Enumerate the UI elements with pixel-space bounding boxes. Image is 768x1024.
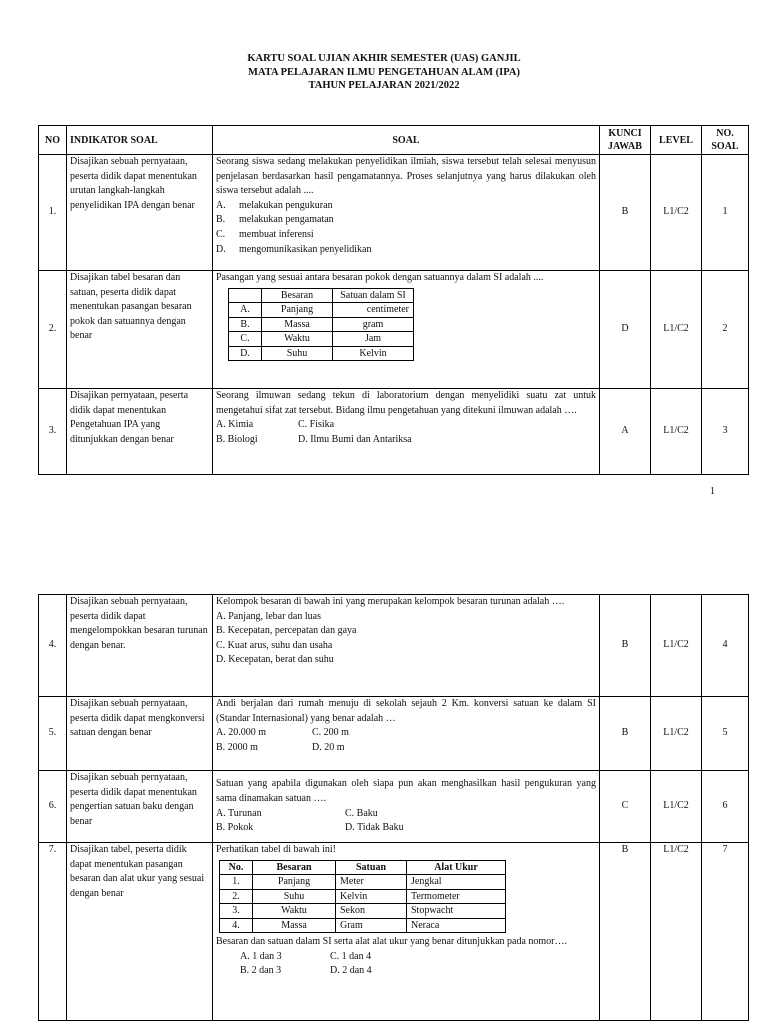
- col-level: LEVEL: [651, 126, 702, 155]
- q1-stem: Seorang siswa sedang melakukan penyelidikan ilmiah, siswa tersebut telah selesai menyusun penjelasan berdasarkan hasil pengamatannya. Proses selanjutnya yang harus dilakukan oleh siswa tersebut adalah ....: [216, 156, 596, 197]
- q4-no: 4.: [39, 595, 67, 697]
- q1-option-d: D. mengomunikasikan penyelidikan: [216, 243, 372, 255]
- q6-option-b: B. Pokok: [216, 822, 254, 834]
- q4-option-c: C. Kuat arus, suhu dan usaha: [216, 639, 333, 651]
- q2-kunci: D: [600, 271, 651, 389]
- q6-stem: Satuan yang apabila digunakan oleh siapa pun akan menghasilkan hasil pengukuran yang sama dinamakan satuan ….: [216, 778, 596, 804]
- col-no: NO: [39, 126, 67, 155]
- q3-option-a: A. Kimia: [216, 419, 254, 431]
- question-row-5: [39, 697, 749, 771]
- q1-option-b: B. melakukan pengamatan: [216, 214, 334, 226]
- q3-indikator: Disajikan pernyataan, peserta didik dapat menentukan Pengetahuan IPA yang ditunjukkan dengan benar: [67, 389, 213, 475]
- q7-option-d: D. 2 dan 4: [330, 965, 372, 977]
- q3-option-d: D. Ilmu Bumi dan Antariksa: [298, 433, 412, 445]
- q4-stem: Kelompok besaran di bawah ini yang merupakan kelompok besaran turunan adalah ….: [216, 596, 565, 607]
- q2-stem: Pasangan yang sesuai antara besaran pokok dengan satuannya dalam SI adalah ....: [216, 272, 544, 283]
- q4-indikator: Disajikan sebuah pernyataan, peserta didik dapat mengelompokkan besaran turunan dengan benar.: [67, 595, 213, 697]
- q4-level: L1/C2: [651, 595, 702, 697]
- col-nosoal: NO. SOAL: [702, 126, 749, 155]
- q4-option-d: D. Kecepatan, berat dan suhu: [216, 654, 334, 666]
- q5-stem: Andi berjalan dari rumah menuju di sekolah sejauh 2 Km. konversi satuan ke dalam SI (Standar Internasional) yang benar adalah …: [216, 698, 596, 724]
- q7-no: 7.: [39, 843, 67, 1021]
- col-kunci: KUNCI JAWAB: [600, 126, 651, 155]
- q7-indikator: Disajikan tabel, peserta didik dapat menentukan pasangan besaran dan alat ukur yang sesuai dengan benar: [67, 843, 213, 1021]
- q4-option-b: B. Kecepatan, percepatan dan gaya: [216, 625, 357, 637]
- q2-level: L1/C2: [651, 271, 702, 389]
- q4-soal: [213, 595, 600, 697]
- question-row-6: [39, 771, 749, 843]
- col-soal: SOAL: [213, 126, 600, 155]
- q7-stem-2: Besaran dan satuan dalam SI serta alat alat ukur yang benar ditunjukkan pada nomor….: [216, 936, 567, 948]
- q4-nosoal: 4: [702, 595, 749, 697]
- q6-soal: [213, 771, 600, 843]
- q4-kunci: B: [600, 595, 651, 697]
- q3-option-b: B. Biologi: [216, 433, 258, 445]
- col-indikator: INDIKATOR SOAL: [67, 126, 213, 155]
- q3-nosoal: 3: [702, 389, 749, 475]
- q7-level: L1/C2: [651, 843, 702, 1021]
- q7-soal: [213, 843, 600, 1021]
- page-number: 1: [710, 486, 715, 497]
- q5-option-b: B. 2000 m: [216, 741, 258, 753]
- q6-option-d: D. Tidak Baku: [345, 822, 404, 834]
- header-line-1: KARTU SOAL UJIAN AKHIR SEMESTER (UAS) GANJIL: [247, 53, 521, 64]
- q6-indikator: Disajikan sebuah pernyataan, peserta didik dapat menentukan pengertian satuan baku dengan benar: [67, 771, 213, 843]
- q5-option-d: D. 20 m: [312, 741, 345, 753]
- q7-kunci: B: [600, 843, 651, 1021]
- q5-level: L1/C2: [651, 697, 702, 771]
- q5-indikator: Disajikan sebuah pernyataan, peserta didik dapat mengkonversi satuan dengan benar: [67, 697, 213, 771]
- question-row-4: [39, 595, 749, 697]
- header-line-2: MATA PELAJARAN ILMU PENGETAHUAN ALAM (IPA): [248, 66, 520, 78]
- q1-level: L1/C2: [651, 155, 702, 271]
- q1-soal: [213, 155, 600, 271]
- q5-option-c: C. 200 m: [312, 727, 349, 739]
- question-row-7: [39, 843, 749, 1021]
- q5-no: 5.: [39, 697, 67, 771]
- q6-no: 6.: [39, 771, 67, 843]
- q1-kunci: B: [600, 155, 651, 271]
- q6-option-a: A. Turunan: [216, 807, 262, 819]
- question-table-page-2: [38, 594, 749, 1021]
- q7-nosoal: 7: [702, 843, 749, 1021]
- q5-kunci: B: [600, 697, 651, 771]
- q3-soal: [213, 389, 600, 475]
- q3-kunci: A: [600, 389, 651, 475]
- q1-option-c: C. membuat inferensi: [216, 228, 314, 240]
- q2-indikator: Disajikan tabel besaran dan satuan, peserta didik dapat menentukan pasangan besaran pokok dan satuannya dengan benar: [67, 271, 213, 389]
- q3-level: L1/C2: [651, 389, 702, 475]
- q7-table: No. Besaran Satuan Alat Ukur 1. Panjang Meter Jengkal 2. Suhu Kelvin Termometer 3. Waktu Sekon Stopwacht 4. Massa Gram Neraca: [219, 860, 506, 934]
- q1-indikator: Disajikan sebuah pernyataan, peserta didik dapat menentukan urutan langkah-langkah penyelidikan IPA dengan benar: [67, 155, 213, 271]
- question-row-3: [39, 389, 749, 475]
- document-header: [0, 52, 768, 93]
- question-table-page-1: [38, 125, 749, 475]
- q6-option-c: C. Baku: [345, 807, 378, 819]
- q6-nosoal: 6: [702, 771, 749, 843]
- q1-nosoal: 1: [702, 155, 749, 271]
- question-row-2: [39, 271, 749, 389]
- q3-option-c: C. Fisika: [298, 419, 335, 431]
- q2-table: Besaran Satuan dalam SI A. Panjang centimeter B. Massa gram C. Waktu Jam D. Suhu Kelvin: [228, 288, 414, 362]
- q5-nosoal: 5: [702, 697, 749, 771]
- q3-no: 3.: [39, 389, 67, 475]
- q1-option-a: A. melakukan pengukuran: [216, 199, 333, 211]
- q5-soal: [213, 697, 600, 771]
- q7-option-c: C. 1 dan 4: [330, 950, 372, 962]
- q4-option-a: A. Panjang, lebar dan luas: [216, 610, 321, 622]
- q6-kunci: C: [600, 771, 651, 843]
- table-header-row: [39, 126, 749, 155]
- q2-nosoal: 2: [702, 271, 749, 389]
- header-line-3: TAHUN PELAJARAN 2021/2022: [308, 80, 460, 91]
- q1-no: 1.: [39, 155, 67, 271]
- q2-no: 2.: [39, 271, 67, 389]
- q3-stem: Seorang ilmuwan sedang tekun di laboratorium dengan menyelidiki suatu zat untuk mengetahui sifat zat tersebut. Bidang ilmu pengetahuan yang ditekuni ilmuwan adalah ….: [216, 390, 596, 416]
- question-row-1: [39, 155, 749, 271]
- q7-option-b: B. 2 dan 3: [240, 965, 282, 977]
- q6-level: L1/C2: [651, 771, 702, 843]
- q7-stem: Perhatikan tabel di bawah ini!: [216, 844, 336, 855]
- q2-soal: [213, 271, 600, 389]
- q7-option-a: A. 1 dan 3: [240, 950, 282, 962]
- q5-option-a: A. 20.000 m: [216, 727, 266, 739]
